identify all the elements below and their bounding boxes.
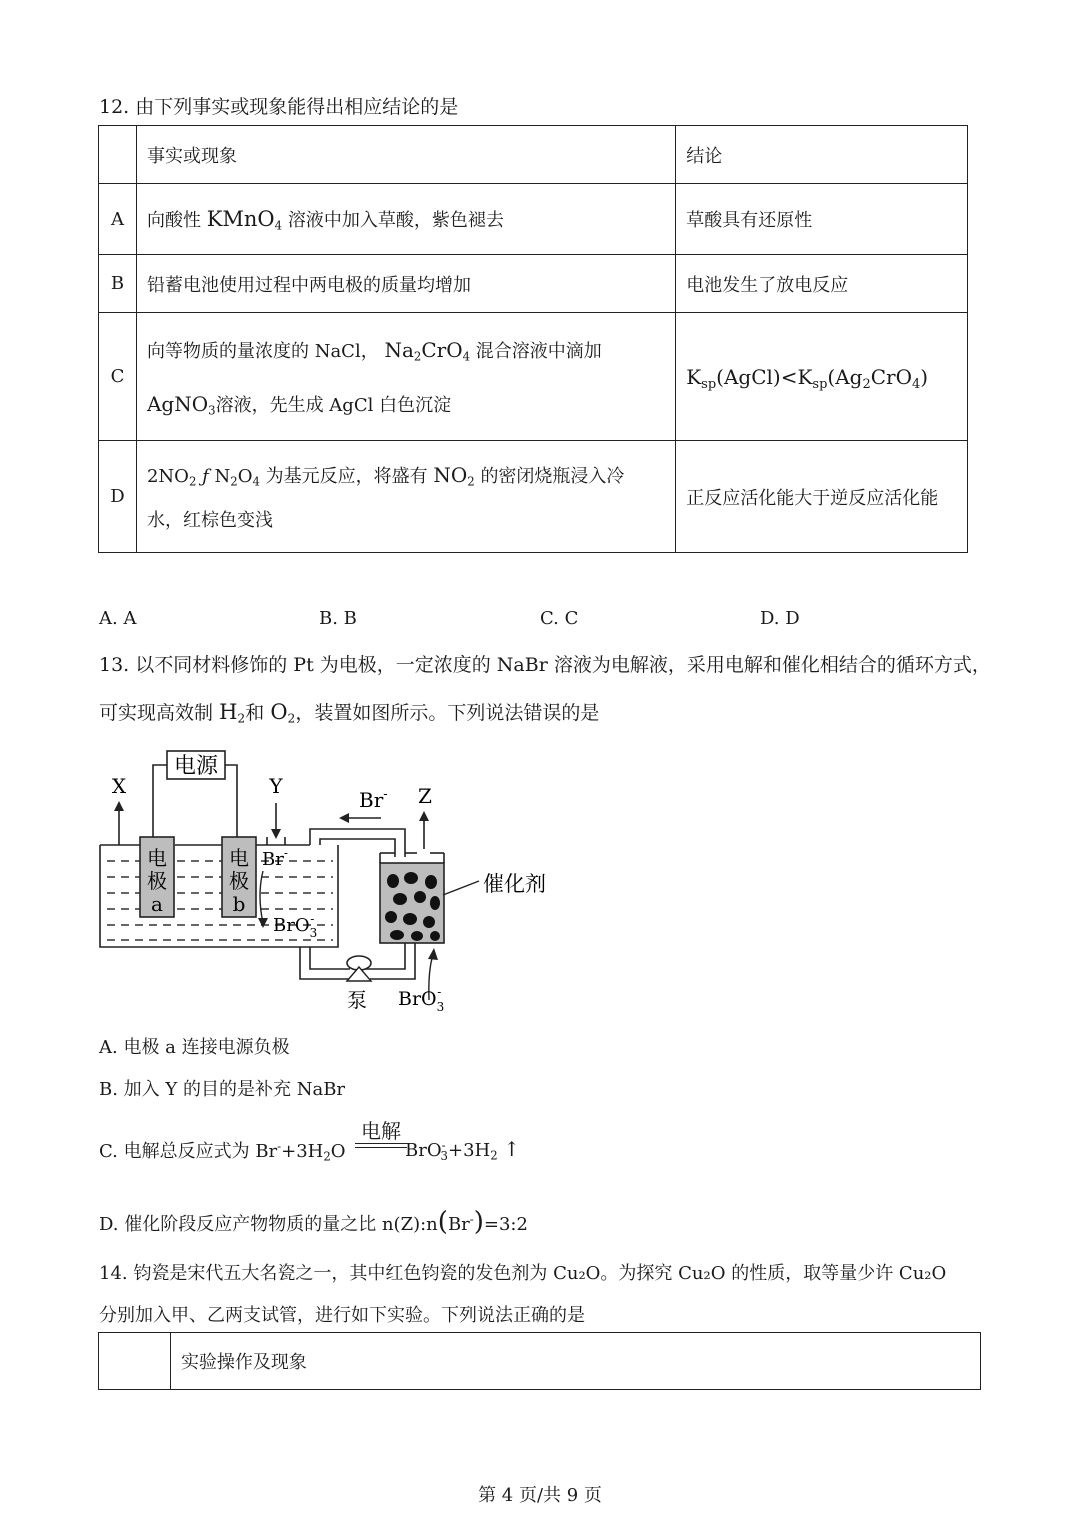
q12-table bbox=[98, 125, 968, 553]
row-label: B bbox=[99, 255, 137, 313]
table-row bbox=[99, 313, 968, 441]
row-fact: 铅蓄电池使用过程中两电极的质量均增加 bbox=[136, 255, 675, 313]
electrode-a-char1: 电 bbox=[147, 846, 167, 870]
row-fact: 向等物质的量浓度的 NaCl， $Na_2CrO_4$ 混合溶液中滴加 AgNO$_3$溶液，先生成 AgCl 白色沉淀 bbox=[136, 313, 675, 441]
row-fact: $2NO_2$ ƒ $N_2O_4$ 为基元反应，将盛有 $NO_2$ 的密闭烧瓶浸入冷 水，红棕色变浅 bbox=[136, 441, 675, 553]
row-conclusion: 电池发生了放电反应 bbox=[676, 255, 968, 313]
br-pipe-label: Br- bbox=[359, 787, 388, 812]
label-x: X bbox=[111, 774, 127, 798]
q13-option-a: A. 电极 a 连接电源负极 bbox=[99, 1037, 290, 1058]
row-label: C bbox=[99, 313, 137, 441]
table-row bbox=[99, 441, 968, 553]
header-conclusion: 结论 bbox=[676, 126, 968, 184]
electrode-a-label: a bbox=[151, 892, 163, 916]
row-conclusion: 草酸具有还原性 bbox=[676, 184, 968, 255]
table-row bbox=[99, 184, 968, 255]
option-b: B. B bbox=[319, 608, 357, 629]
reaction-condition: 电解 bbox=[361, 1119, 401, 1143]
q13-option-b: B. 加入 Y 的目的是补充 NaBr bbox=[99, 1079, 346, 1100]
q14-stem-line2: 分别加入甲、乙两支试管，进行如下实验。下列说法正确的是 bbox=[99, 1305, 585, 1326]
q14-table bbox=[98, 1332, 981, 1390]
option-a: A. A bbox=[99, 608, 137, 629]
row-label: D bbox=[99, 441, 137, 553]
option-d: D. D bbox=[760, 608, 800, 629]
electrode-a-char2: 极 bbox=[147, 869, 167, 893]
q14-table-header: 实验操作及现象 bbox=[170, 1333, 980, 1390]
label-y: Y bbox=[269, 774, 283, 798]
pump-label: 泵 bbox=[347, 988, 367, 1012]
bro3-electrode-label: BrO$_3$- bbox=[273, 912, 318, 940]
power-label: 电源 bbox=[173, 754, 219, 779]
table-header-row bbox=[99, 126, 968, 184]
header-fact: 事实或现象 bbox=[136, 126, 675, 184]
table-row bbox=[99, 255, 968, 313]
label-z: Z bbox=[418, 784, 432, 808]
electrode-b-char1: 电 bbox=[229, 846, 249, 870]
bro3-bottom-label: BrO$_3$- bbox=[398, 985, 445, 1014]
equals-sign bbox=[355, 1143, 407, 1148]
row-conclusion: 正反应活化能大于逆反应活化能 bbox=[676, 441, 968, 553]
option-c: C. C bbox=[540, 608, 579, 629]
row-conclusion: $K_{sp}(AgCl)<K_{sp}(Ag_2CrO_4)$ bbox=[676, 313, 968, 441]
q13-stem-line2: 可实现高效制 $H_2$和 $O_2$，装置如图所示。下列说法错误的是 bbox=[99, 700, 600, 726]
table-header-row bbox=[99, 1333, 981, 1390]
q12-stem: 12. 由下列事实或现象能得出相应结论的是 bbox=[99, 96, 459, 118]
page-footer: 第 4 页/共 9 页 bbox=[478, 1485, 602, 1506]
electrolysis-diagram bbox=[95, 745, 565, 1015]
catalyst-label: 催化剂 bbox=[483, 872, 546, 896]
br-electrode-label: Br- bbox=[262, 846, 288, 870]
electrode-b-label: b bbox=[232, 892, 246, 916]
row-label: A bbox=[99, 184, 137, 255]
q14-stem-line1: 14. 钧瓷是宋代五大名瓷之一，其中红色钧瓷的发色剂为 Cu₂O。为探究 Cu₂O 的性质，取等量少许 Cu₂O bbox=[99, 1263, 947, 1284]
q13-stem-line1: 13. 以不同材料修饰的 Pt 为电极，一定浓度的 NaBr 溶液为电解液，采用电解和催化相结合的循环方式， bbox=[99, 654, 991, 676]
q13-option-d: D. 催化阶段反应产物物质的量之比 n(Z):n(Br-)=3:2 bbox=[99, 1207, 528, 1237]
electrode-b-char2: 极 bbox=[229, 869, 249, 893]
row-fact: 向酸性 KMnO$_4$ 溶液中加入草酸，紫色褪去 bbox=[136, 184, 675, 255]
